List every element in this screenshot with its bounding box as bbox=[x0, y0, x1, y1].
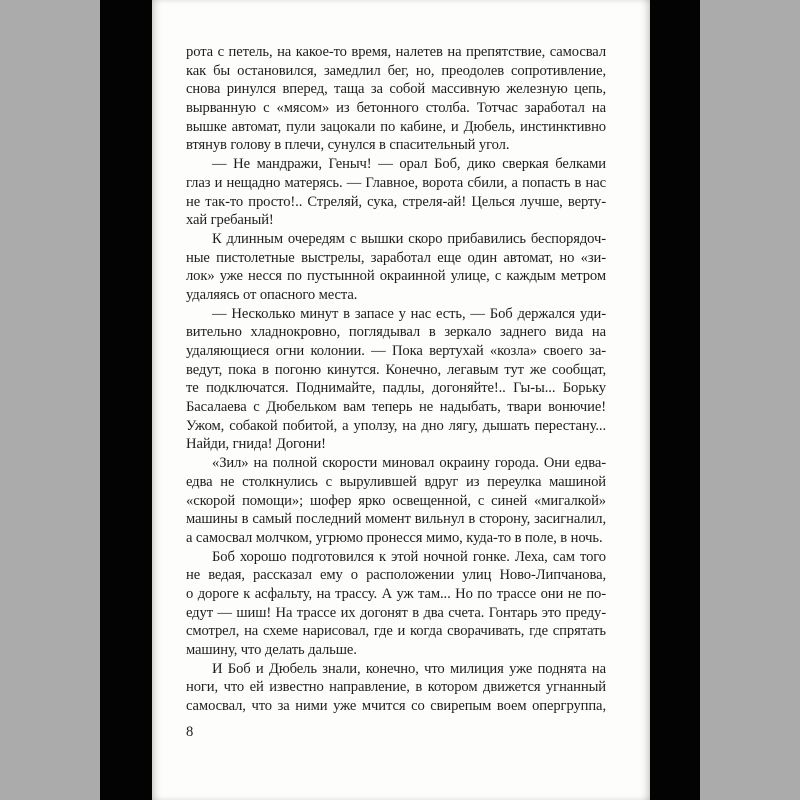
left-spine-bar bbox=[100, 0, 152, 800]
page-number: 8 bbox=[186, 724, 194, 740]
text-line: Боб хорошо подготовился к этой ночной гонке. Леха, сам того bbox=[212, 548, 606, 565]
text-line: машину, что делать дальше. bbox=[186, 642, 357, 658]
text-line: К длинным очередям с вышки скоро прибавились беспорядоч- bbox=[212, 230, 606, 247]
text-line: те подключатся. Поднимайте, падлы, догоняйте!.. Гы-ы... Борьку bbox=[186, 380, 606, 397]
text-line: смотрел, на схеме нарисовал, где и когда сворачивать, где спрятать bbox=[186, 623, 606, 640]
text-line: ноги, что ей известно направление, в котором движется угнанный bbox=[186, 679, 606, 696]
paragraph bbox=[186, 454, 606, 547]
text-line: вырванную с «мясом» из бетонного столба. Тотчас заработал на bbox=[186, 100, 606, 117]
text-line: о дороге к асфальту, на трассу. А уж там... Но по трассе они не по- bbox=[186, 585, 606, 602]
paragraph bbox=[186, 548, 606, 660]
text-line: не так-то просто!.. Стреляй, сука, стреля-ай! Целься лучше, верту- bbox=[186, 193, 606, 210]
text-line: машины в самый последний момент вильнул в сторону, засигналил, bbox=[186, 511, 606, 528]
text-line: едва не столкнулись с вырулившей вдруг из переулка машиной bbox=[186, 473, 606, 490]
text-line: ные пистолетные выстрелы, заработал еще один автомат, но «зи- bbox=[186, 249, 606, 266]
text-block bbox=[186, 43, 606, 716]
text-line: снова ринулся вперед, таща за собой массивную железную цепь, bbox=[186, 81, 606, 98]
text-line: «Зил» на полной скорости миновал окраину города. Они едва- bbox=[212, 455, 606, 472]
text-line: вительно хладнокровно, поглядывал в зеркало заднего вида на bbox=[186, 324, 606, 341]
text-line: удаляющиеся огни колонии. — Пока вертухай «козла» своего за- bbox=[186, 343, 606, 359]
text-line: лок» уже несся по пустынной окраинной улице, с каждым метром bbox=[186, 268, 606, 285]
text-line: Басалаева с Дюбельком вам теперь не надыбать, твари вонючие! bbox=[186, 399, 606, 416]
text-line: — Несколько минут в запасе у нас есть, — Боб держался уди- bbox=[212, 305, 606, 322]
text-line: удаляясь от опасного места. bbox=[186, 286, 358, 303]
text-line: ведут, пока в погоню кинутся. Конечно, легавым тут же сообщат, bbox=[186, 361, 606, 378]
text-line: «скорой помощи»; шофер ярко освещенной, с синей «мигалкой» bbox=[186, 492, 606, 509]
paragraph bbox=[186, 43, 606, 155]
paragraph bbox=[186, 660, 606, 716]
right-spine-bar bbox=[650, 0, 700, 800]
text-line: рота с петель, на какое-то время, налетев на препятствие, самосвал bbox=[186, 44, 606, 60]
text-line: как бы остановился, замедлил бег, но, преодолев сопротивление, bbox=[186, 62, 606, 79]
paragraph bbox=[186, 305, 606, 455]
text-line: глаз и нещадно матерясь. — Главное, ворота сбили, а попасть в нас bbox=[186, 174, 606, 191]
text-line: а самосвал молчком, угрюмо пронесся мимо, куда-то в поле, в ночь. bbox=[186, 529, 603, 546]
text-line: Ужом, собакой побитой, а уползу, на дно лягу, дышать перестану... bbox=[186, 417, 606, 434]
text-line: вышке автомат, пули зацокали по кабине, и Дюбель, инстинктивно bbox=[186, 118, 606, 135]
text-line: не ведая, рассказал ему о расположении улиц Ново-Липчанова, bbox=[186, 567, 606, 584]
paragraph bbox=[186, 230, 606, 305]
text-line: И Боб и Дюбель знали, конечно, что милиция уже поднята на bbox=[212, 660, 606, 677]
text-line: — Не мандражи, Геныч! — орал Боб, дико сверкая белками bbox=[212, 156, 606, 173]
text-line: хай гребаный! bbox=[186, 212, 274, 229]
text-line: Найди, гнида! Догони! bbox=[186, 436, 326, 453]
book-page bbox=[152, 0, 650, 800]
text-line: едут — шиш! На трассе их догонят в два счета. Гонтарь это преду- bbox=[186, 604, 606, 621]
text-line: самосвал, что за ними уже мчится со свирепым воем опергруппа, bbox=[186, 698, 606, 715]
paragraph bbox=[186, 155, 606, 230]
text-line: втянув голову в плечи, сунулся в спасительный угол. bbox=[186, 137, 510, 154]
